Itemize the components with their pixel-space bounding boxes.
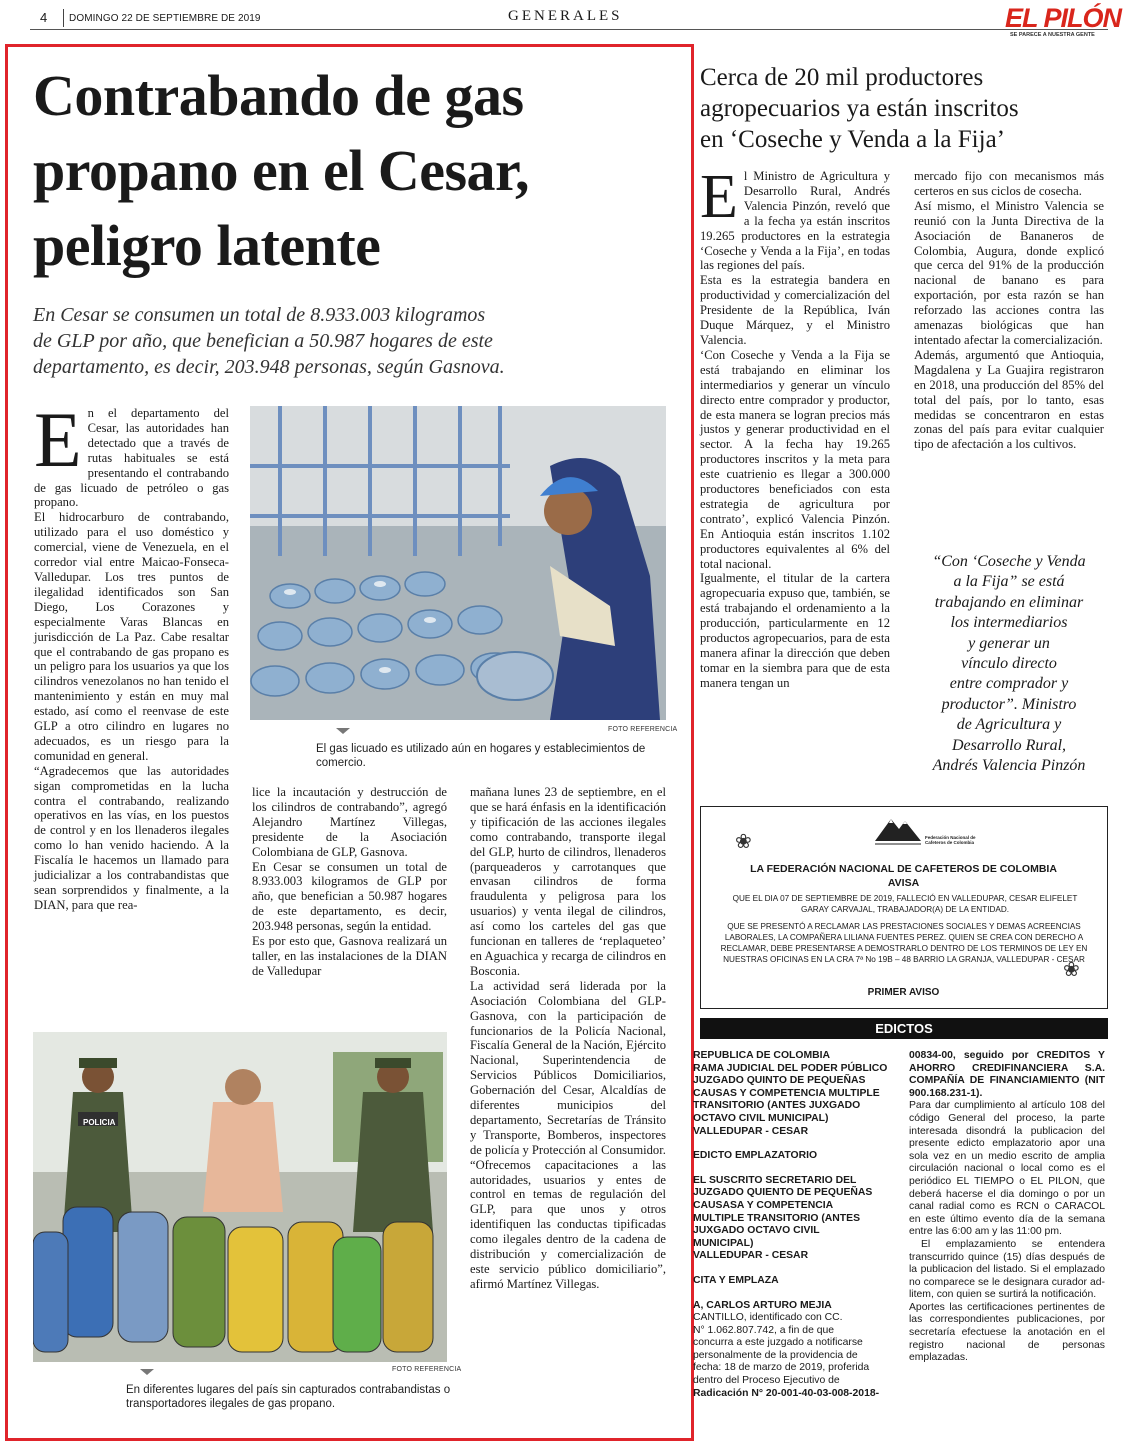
main-paragraph: La actividad será liderada por la Asociación Colombiana del GLP-Gasnova, con la participación de funcionarios de la Policía Nacional, Fiscalía General de la Nación, Ejército Nacional, Superintendencia de Servicios Públicos Domiciliarios, Gobernación del Cesar, Alcaldías de diferentes municipios del departamento, Secretarías de Tránsito y Transporte, Bomberos, inspectores de policía y Protección al Consumidor.	[470, 978, 666, 1157]
side-paragraph: mercado fijo con mecanismos más certeros en sus ciclos de cosecha.	[914, 169, 1104, 198]
quote-line: y generar un	[968, 634, 1050, 652]
photo1-caption: El gas licuado es utilizado aún en hogares y establecimientos de comercio.	[316, 743, 646, 769]
edicto-line: EDICTO EMPLAZATORIO	[693, 1150, 818, 1162]
side-column-2	[914, 169, 1104, 539]
quote-line: los intermediarios	[950, 614, 1068, 632]
edicto-line: JUZGADO QUIENTO DE PEQUEÑAS	[693, 1187, 873, 1199]
edicto-line: VALLEDUPAR - CESAR	[693, 1250, 809, 1262]
quote-line: de Agricultura y	[956, 716, 1062, 734]
side-paragraph: l Ministro de Agricultura y Desarrollo Rural, Andrés Valencia Pinzón, reveló que a la fecha ya están inscritos 19.265 productores en la estrategia ‘Coseche y Venda a la Fija’, en todas las regiones del país.	[700, 169, 890, 273]
edicto-line: MULTIPLE TRANSITORIO (ANTES	[693, 1212, 861, 1224]
side-paragraph: Además, argumentó que Antioquia, Magdalena y La Guajira registraron en 2018, una producción del 85% del total del país, por lo tanto, esas medidas se concentraron en estas zonas del país para evitar cualquier tipo de afectación a los cultivos.	[914, 347, 1104, 452]
side-headline	[700, 62, 1110, 155]
side-paragraph: Esta es la estrategia bandera en productividad y comercialización del Presidente de la República, Iván Duque Márquez, y el Ministro Valencia.	[700, 273, 890, 347]
page-date: DOMINGO 22 DE SEPTIEMBRE DE 2019	[69, 13, 261, 24]
side-headline-line-1: Cerca de 20 mil productores	[700, 64, 984, 91]
edicto-line: CAUSASA Y COMPETENCIA	[693, 1199, 834, 1211]
photo-police-seizure	[33, 1032, 447, 1362]
section-title: GENERALES	[508, 8, 623, 24]
pull-quote	[910, 552, 1108, 776]
side-column-1	[700, 163, 890, 789]
page-number: 4	[40, 10, 48, 25]
edicto-line: JUXGADO OCTAVO CIVIL	[693, 1225, 820, 1237]
edicto-paragraph: 00834-00, seguido por CREDITOS Y AHORRO CREDIFINANCIERA S.A. COMPAÑÍA DE FINANCIAMIENTO (NIT 900.168.231-1).	[909, 1050, 1105, 1099]
side-headline-line-2: agropecuarios ya están inscritos	[700, 95, 1019, 122]
edicto-line: TRANSITORIO (ANTES JUXGADO	[693, 1100, 861, 1112]
edicto-line: MUNICIPAL)	[693, 1237, 754, 1249]
notice-footer: PRIMER AVISO	[867, 987, 940, 998]
quote-line: productor”. Ministro	[941, 695, 1077, 713]
header-divider	[63, 9, 64, 27]
photo1-credit: FOTO REFERENCIA	[608, 726, 678, 733]
side-paragraph: Igualmente, el titular de la cartera agropecuaria expuso que, también, se está trabajando el ordenamiento a la producción, particularmente en 12 productos agropecuarios, para de esta manera afinar la dirección que deben tomar en la siembra para que de esta manera tengan un	[700, 571, 890, 690]
edictos-header: EDICTOS	[700, 1018, 1108, 1039]
edicto-line: CITA Y EMPLAZA	[693, 1274, 779, 1286]
photo2-credit: FOTO REFERENCIA	[392, 1366, 462, 1373]
photo-gas-cylinders	[250, 406, 666, 720]
notice-body-2: QUE SE PRESENTÓ A RECLAMAR LAS PRESTACIONES SOCIALES Y DEMAS ACREENCIAS LABORALES, LA COMPAÑERA LILIANA FUENTES PEREZ. QUIEN SE CREA CON DERECHO A RECLAMAR, DEBE PRESENTARSE A DEMOSTRARLO DENTRO DE LOS TERMINOS DE LEY EN NUESTRAS OFICINAS EN LA CRA 7ª No 19B – 48 BARRIO LA GRANJA, VALLEDUPAR - CESAR	[720, 922, 1088, 964]
headline-line-2: propano en el Cesar,	[33, 138, 529, 203]
main-column-1	[34, 396, 229, 912]
quote-line: trabajando en eliminar	[934, 593, 1084, 611]
side-paragraph: Así mismo, el Ministro Valencia se reunió con la Junta Directiva de la Asociación de Bananeros de Colombia, Augura, donde explicó que cerca del 91% de la producción nacional de banano es para exportación, por esta razón se han reforzado las acciones contra las amenazas biológicas que han intentado afectar la comercialización.	[914, 198, 1104, 347]
photo2-caption: En diferentes lugares del país sin capturados contrabandistas o transportadores ilegales de gas propano.	[126, 1384, 451, 1410]
edicto-line: VALLEDUPAR - CESAR	[693, 1125, 809, 1137]
edictos-column-1	[693, 1050, 889, 1400]
edicto-line: A, CARLOS ARTURO MEJIA	[693, 1299, 832, 1311]
edicto-line: OCTAVO CIVIL MUNICIPAL)	[693, 1112, 829, 1124]
photo2-pointer-icon	[140, 1369, 154, 1375]
main-paragraph: Es por esto que, Gasnova realizará un taller, en las instalaciones de la DIAN de Valledupar	[252, 934, 447, 978]
edicto-line: REPUBLICA DE COLOMBIA	[693, 1050, 831, 1061]
notice-body-1: QUE EL DIA 07 DE SEPTIEMBRE DE 2019, FALLECIÓ EN VALLEDUPAR, CESAR ELIFELET GARAY CARVAJAL, TRABAJADOR(A) DE LA ENTIDAD.	[732, 894, 1078, 914]
side-headline-line-3: en ‘Coseche y Venda a la Fija’	[700, 126, 1005, 153]
side-paragraph: ‘Con Coseche y Venda a la Fija se está trabajando en eliminar los intermediarios y generar un vínculo directo entre comprador y productor, de esta manera se logran precios más justos y generar productividad en el sector. A la fecha hay 19.265 productores inscritos y la meta para este cuatrienio es llegar a 300.000 productores beneficiados con esta estrategia de agricultura por contrato’, explicó Valencia Pinzón. En Antioquia están inscritos 1.102 productores equivalentes al 6% del total nacional.	[700, 347, 890, 571]
edicto-line: personalmente de la providencia de	[693, 1349, 858, 1361]
fnc-notice-box	[700, 806, 1108, 1009]
logo-tagline: SE PARECE A NUESTRA GENTE	[1010, 32, 1095, 38]
main-paragraph: El hidrocarburo de contrabando, utilizado para el uso doméstico y comercial, viene de Venezuela, en el corredor vial entre Maicao-Fonseca-Valledupar. Los tres puntos de ilegalidad identificados son San Diego, Los Corazones y especialmente Varas Blancas en jurisdicción de La Paz. Cabe resaltar que el contrabando de gas propano es un peligro para los usuarios ya que los cilindros venezolanos no han tenido el mantenimiento y están en muy mal estado, así como el reenvase de este GLP a otro cilindro en lugares no adecuados, es un riesgo para la comunidad en general.	[34, 510, 229, 763]
lead-line-1: En Cesar se consumen un total de 8.933.003 kilogramos	[33, 304, 486, 326]
edicto-line: CAUSAS Y COMPETENCIA MULTIPLE	[693, 1087, 880, 1099]
edicto-line: CANTILLO, identificado con CC.	[693, 1312, 843, 1324]
fnc-logo-text: Federación Nacional de Cafeteros de Colombia	[925, 835, 976, 845]
quote-line: vínculo directo	[961, 655, 1057, 673]
quote-line: Andrés Valencia Pinzón	[932, 757, 1086, 775]
edicto-paragraph: El emplazamiento se entendera transcurrido quince (15) días después de la publicacion del listado. Si el emplazado no comparece se le designara curador ad-litem, con quien se surtirá la notificación.	[909, 1238, 1105, 1301]
header-rule	[30, 29, 1108, 30]
quote-line: a la Fija” se está	[953, 573, 1065, 591]
quote-line: Desarrollo Rural,	[951, 736, 1067, 754]
quote-line: “Con ‘Coseche y Venda	[932, 553, 1086, 570]
edicto-paragraph: Para dar cumplimiento al artículo 108 del código General del proceso, la parte interesada disondrá la publicacion del presente edicto emplazatorio apor una sola vez en un medio escrito de amplia circulación nacional o local como es el periódico EL TIEMPO o EL PILON, que deberá hacerse el dia domingo o por un canal radial como es RCN o CARACOL en este último evento día de la semana entre las 6:00 am y las 11:00 pm.	[909, 1100, 1105, 1238]
fnc-logo-icon	[873, 811, 923, 851]
side-dropcap: E	[700, 163, 738, 231]
flower-ornament-icon: ❀	[1063, 959, 1080, 981]
lead-line-3: departamento, es decir, 203.948 personas, según Gasnova.	[33, 356, 505, 378]
edicto-line: RAMA JUDICIAL DEL PODER PÚBLICO	[693, 1062, 888, 1074]
notice-title: LA FEDERACIÓN NACIONAL DE CAFETEROS DE COLOMBIA	[750, 863, 1057, 875]
edicto-line: concurra a este juzgado a notificarse	[693, 1337, 863, 1349]
main-paragraph: “Ofrecemos capacitaciones a las autoridades, usuarios y entes de control en temas de regulación del GLP, para que unos y otros identifiquen las conductas tipificadas como ilegales dentro de la cadena de distribución y comercialización de este servicio público domiciliario”, afirmó Martínez Villegas.	[470, 1157, 666, 1291]
lead-line-2: de GLP por año, que benefician a 50.987 hogares de este	[33, 330, 493, 352]
main-paragraph: En Cesar se consumen un total de 8.933.003 kilogramos de GLP por año, que benefician a 50.987 hogares de este departamento, es decir, 203.948 personas, según la entidad.	[252, 859, 447, 934]
headline-line-3: peligro latente	[33, 213, 381, 278]
main-lead	[33, 302, 673, 380]
photo2-vest-label: POLICIA	[83, 1118, 116, 1127]
edicto-line: dentro del Proceso Ejecutivo de	[693, 1375, 840, 1387]
mountain-logo-icon	[873, 811, 923, 851]
edicto-line: fecha: 18 de marzo de 2019, proferida	[693, 1362, 870, 1374]
gas-cylinders-illustration	[250, 406, 666, 720]
main-paragraph: mañana lunes 23 de septiembre, en el que se hará énfasis en la identificación y tipificación de las acciones ilegales como contrabando, transporte ilegal del GLP, hurto de cilindros, llenaderos (parqueaderos y carrotanques que envasan cilindros de forma fraudulenta y peligrosa para los usuarios) y venta ilegal de cilindros, así como los carteles del gas que funcionan en talleres de ‘replaqueteo’ en Aguachica y recarga de cilindros en Bosconia.	[470, 785, 666, 978]
newspaper-logo: EL PILÓN	[1005, 3, 1122, 33]
main-dropcap: E	[34, 396, 82, 483]
photo1-pointer-icon	[336, 728, 350, 734]
edictos-column-2	[909, 1050, 1105, 1365]
headline-line-1: Contrabando de gas	[33, 63, 524, 128]
main-paragraph: n el departamento del Cesar, las autoridades han detectado que a través de rutas habituales se está presentando el contrabando de gas licuado de petróleo o gas propano.	[34, 406, 229, 510]
main-headline	[33, 58, 683, 283]
main-paragraph: “Agradecemos que las autoridades sigan comprometidas en la lucha contra el contrabando, realizando operativos en las vías, en los puestos de control y en los llenaderos ilegales como lo han venido haciendo. A la Fiscalía le hacemos un llamado para judicializar a los contrabandistas que sean sorprendidos y finalmente, a la DIAN, para que rea-	[34, 763, 229, 912]
edicto-line: EL SUSCRITO SECRETARIO DEL	[693, 1174, 857, 1186]
police-seizure-illustration	[33, 1032, 447, 1362]
edicto-line: JUZGADO QUINTO DE PEQUEÑAS	[693, 1075, 866, 1087]
main-paragraph: lice la incautación y destrucción de los cilindros de contrabando”, agregó Alejandro Martínez Villegas, presidente de la Asociación Colombiana de GLP, Gasnova.	[252, 785, 447, 859]
edicto-paragraph: Aportes las certificaciones pertinentes de las correspondientes publicaciones, por secretaría efectuese la anotación en el registro nacional de personas emplazadas.	[909, 1301, 1105, 1364]
notice-subtitle: AVISA	[887, 877, 920, 889]
edicto-line: Radicación N° 20-001-40-03-008-2018-	[693, 1387, 880, 1399]
flower-ornament-icon: ❀	[735, 831, 752, 853]
edicto-line: N° 1.062.807.742, a fin de que	[693, 1324, 835, 1336]
quote-line: entre comprador y	[949, 675, 1069, 693]
main-column-2	[252, 785, 447, 1015]
main-column-3	[470, 785, 666, 1405]
